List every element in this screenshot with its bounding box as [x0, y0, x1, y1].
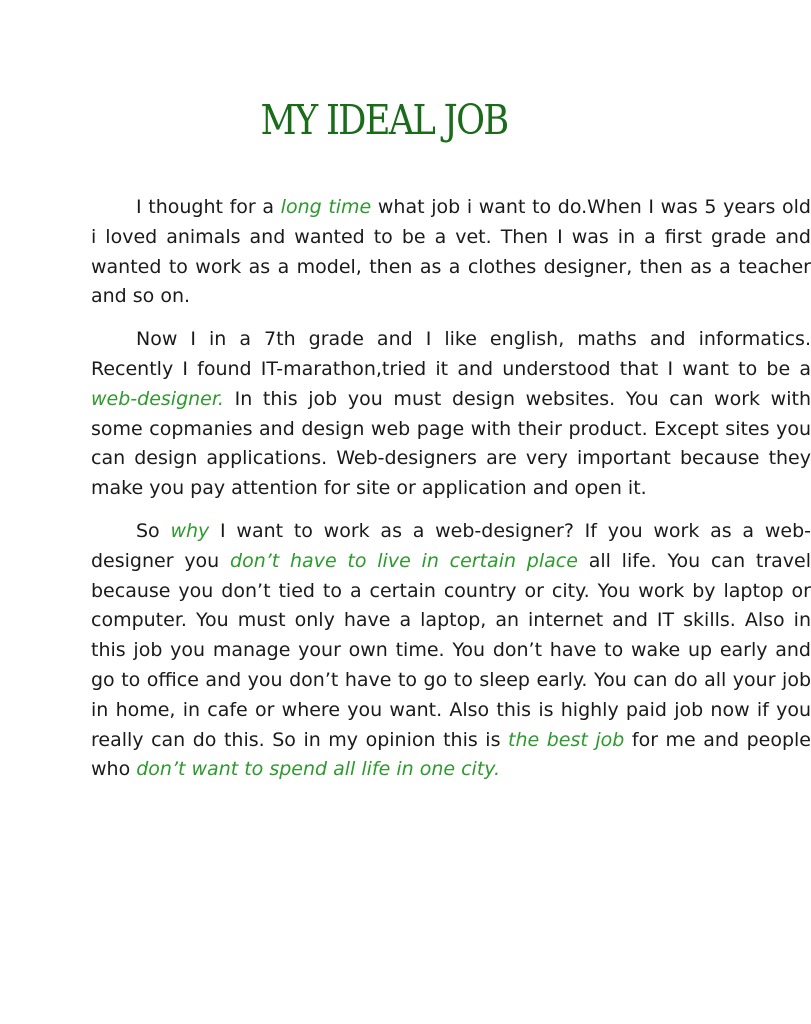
page-title: MY IDEAL JOB — [260, 96, 508, 144]
paragraph-text: I want to work as a web-designer? If you work as a web-designer you — [91, 519, 811, 572]
essay-body — [91, 193, 811, 798]
paragraph-text: for me and people who — [91, 728, 811, 781]
paragraph — [91, 193, 811, 312]
highlighted-phrase: long time — [280, 196, 372, 218]
paragraph — [91, 325, 811, 504]
paragraph-text: what job i want to do.When I was 5 years old i loved animals and wanted to be a vet. Then I was in a first grade and wanted to work as a model, then as a clothes designer, then as a teacher and so on. — [91, 196, 811, 308]
highlighted-phrase: web-designer. — [91, 387, 224, 410]
highlighted-phrase: don’t have to live in certain place — [230, 549, 578, 572]
paragraph-text: So — [136, 519, 171, 542]
paragraph-text: all life. You can travel because you don’t tied to a certain country or city. You work by laptop or computer. You must only have a laptop, an internet and IT skills. Also in this job you manage your own time. You don’t have to wake up early and go to office and you don’t have to go to sleep early. You can do all your job in home, in cafe or where you want. Also this is highly paid job now if you really can do this. So in my opinion this is — [91, 549, 811, 751]
paragraph — [91, 517, 811, 785]
paragraph-text: Now I in a 7th grade and I like english, maths and informatics. Recently I found IT-marathon,tried it and understood that I want to be a — [91, 328, 811, 380]
highlighted-phrase: don’t want to spend all life in one city. — [136, 758, 501, 781]
highlighted-phrase: the best job — [508, 728, 625, 751]
paragraph-text: I thought for a — [136, 196, 281, 218]
highlighted-phrase: why — [170, 519, 210, 542]
paragraph-text: In this job you must design websites. You can work with some copmanies and design web page with their product. Except sites you can design applications. Web-designers are very important because they make you pay attention for site or application and open it. — [91, 387, 811, 500]
